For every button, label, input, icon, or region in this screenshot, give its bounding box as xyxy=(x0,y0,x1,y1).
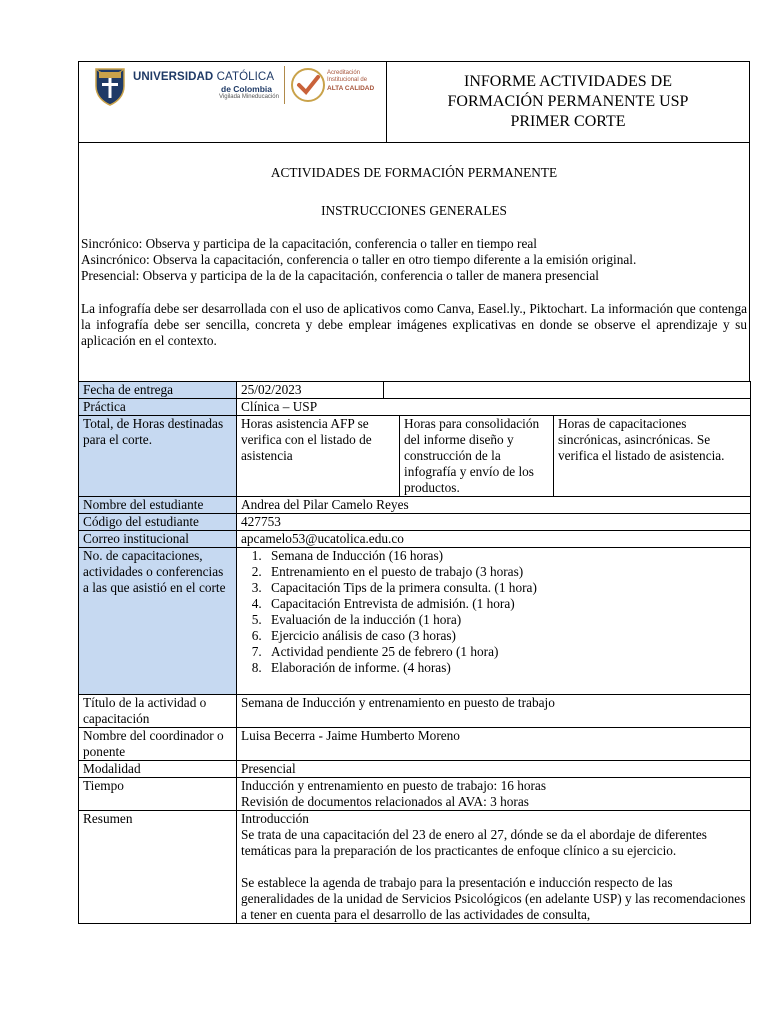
list-item: 6. Ejercicio análisis de caso (3 horas) xyxy=(265,628,746,644)
section-heading: ACTIVIDADES DE FORMACIÓN PERMANENTE xyxy=(270,165,558,180)
summary-paragraph: Se establece la agenda de trabajo para la presentación e inducción respecto de las generalidades de la unidad de Servicios Psicológicos (en adelante USP) y las recomendaciones a tener en cuenta para el desarrollo de las actividades de consulta, xyxy=(241,875,746,922)
infographic-note: La infografía debe ser desarrollada con el uso de aplicativos como Canva, Easel.ly., Piktochart. La información que contenga la infografía debe ser sencilla, concreta y debe emplear imágenes explicativas en donde se observe el aprendizaje y su aplicación en el contexto. xyxy=(81,301,747,348)
student-code-value: 427753 xyxy=(237,514,751,531)
table-row xyxy=(79,416,751,497)
email-label: Correo institucional xyxy=(79,531,237,548)
summary-paragraph: Se trata de una capacitación del 23 de enero al 27, dónde se da el abordaje de diferentes temáticas para la preparación de los practicantes de enfoque clínico a su ejercicio. xyxy=(241,827,707,858)
table-row xyxy=(79,761,751,778)
report-form-table xyxy=(78,381,751,924)
activities-label: No. de capacitaciones, actividades o conferencias a las que asistió en el corte xyxy=(79,548,237,695)
hours-trainings: Horas de capacitaciones sincrónicas, asincrónicas. Se verifica el listado de asistencia. xyxy=(554,416,751,497)
document-header xyxy=(78,61,750,143)
table-row xyxy=(79,382,751,399)
student-code-label: Código del estudiante xyxy=(79,514,237,531)
activities-list-cell xyxy=(237,548,751,695)
table-row xyxy=(79,695,751,728)
delivery-date-label: Fecha de entrega xyxy=(79,382,237,399)
table-row xyxy=(79,497,751,514)
table-row xyxy=(79,548,751,695)
summary-value xyxy=(237,811,751,924)
activities-list xyxy=(241,548,746,676)
list-item: 1. Semana de Inducción (16 horas) xyxy=(265,548,746,564)
report-title: INFORME ACTIVIDADES DE FORMACIÓN PERMANENTE USP PRIMER CORTE xyxy=(447,73,689,130)
coordinator-value: Luisa Becerra - Jaime Humberto Moreno xyxy=(237,728,751,761)
list-item: 4. Capacitación Entrevista de admisión. (1 hora) xyxy=(265,596,746,612)
summary-label: Resumen xyxy=(79,811,237,924)
table-row xyxy=(79,514,751,531)
practice-value: Clínica – USP xyxy=(237,399,751,416)
time-label: Tiempo xyxy=(79,778,237,811)
list-item: 2. Entrenamiento en el puesto de trabajo (3 horas) xyxy=(265,564,746,580)
instructions-heading: INSTRUCCIONES GENERALES xyxy=(321,203,507,218)
student-name-value: Andrea del Pilar Camelo Reyes xyxy=(237,497,751,514)
table-row xyxy=(79,811,751,924)
university-motto: Vigilada Mineducación xyxy=(219,94,279,100)
practice-label: Práctica xyxy=(79,399,237,416)
accreditation-seal-icon xyxy=(290,67,326,103)
table-row xyxy=(79,728,751,761)
mode-synchronous: Sincrónico: Observa y participa de la capacitación, conferencia o taller en tiempo real xyxy=(81,236,537,251)
university-subtitle: de Colombia xyxy=(221,84,273,94)
activity-title-value: Semana de Inducción y entrenamiento en puesto de trabajo xyxy=(237,695,751,728)
list-item: 5. Evaluación de la inducción (1 hora) xyxy=(265,612,746,628)
logo-divider xyxy=(284,66,285,104)
activity-title-label: Título de la actividad o capacitación xyxy=(79,695,237,728)
accreditation-highlight: ALTA CALIDAD xyxy=(327,85,375,92)
list-item: 3. Capacitación Tips de la primera consulta. (1 hora) xyxy=(265,580,746,596)
coordinator-label: Nombre del coordinador o ponente xyxy=(79,728,237,761)
university-crest-icon xyxy=(93,66,127,106)
student-name-label: Nombre del estudiante xyxy=(79,497,237,514)
mode-asynchronous: Asincrónico: Observa la capacitación, conferencia o taller en otro tiempo diferente a la emisión original. xyxy=(81,252,637,267)
logo-cell xyxy=(79,62,387,142)
modality-value: Presencial xyxy=(237,761,751,778)
table-row xyxy=(79,778,751,811)
modality-label: Modalidad xyxy=(79,761,237,778)
mode-presential: Presencial: Observa y participa de la de la capacitación, conferencia o taller de manera presencial xyxy=(81,268,599,283)
delivery-date-value: 25/02/2023 xyxy=(237,382,384,399)
list-item: 8. Elaboración de informe. (4 horas) xyxy=(265,660,746,676)
instructions-section xyxy=(78,142,750,382)
time-value: Inducción y entrenamiento en puesto de trabajo: 16 horas Revisión de documentos relacionados al AVA: 3 horas xyxy=(237,778,751,811)
table-row xyxy=(79,399,751,416)
hours-consolidation: Horas para consolidación del informe diseño y construcción de la infografía y envío de los productos. xyxy=(400,416,554,497)
hours-label: Total, de Horas destinadas para el corte. xyxy=(79,416,237,497)
list-item: 7. Actividad pendiente 25 de febrero (1 hora) xyxy=(265,644,746,660)
summary-heading: Introducción xyxy=(241,811,309,826)
email-value: apcamelo53@ucatolica.edu.co xyxy=(237,531,751,548)
table-row xyxy=(79,531,751,548)
accreditation-text: Acreditación Institucional de xyxy=(327,70,368,83)
hours-attendance: Horas asistencia AFP se verifica con el listado de asistencia xyxy=(237,416,400,497)
university-name: UNIVERSIDAD CATÓLICA xyxy=(133,71,275,83)
